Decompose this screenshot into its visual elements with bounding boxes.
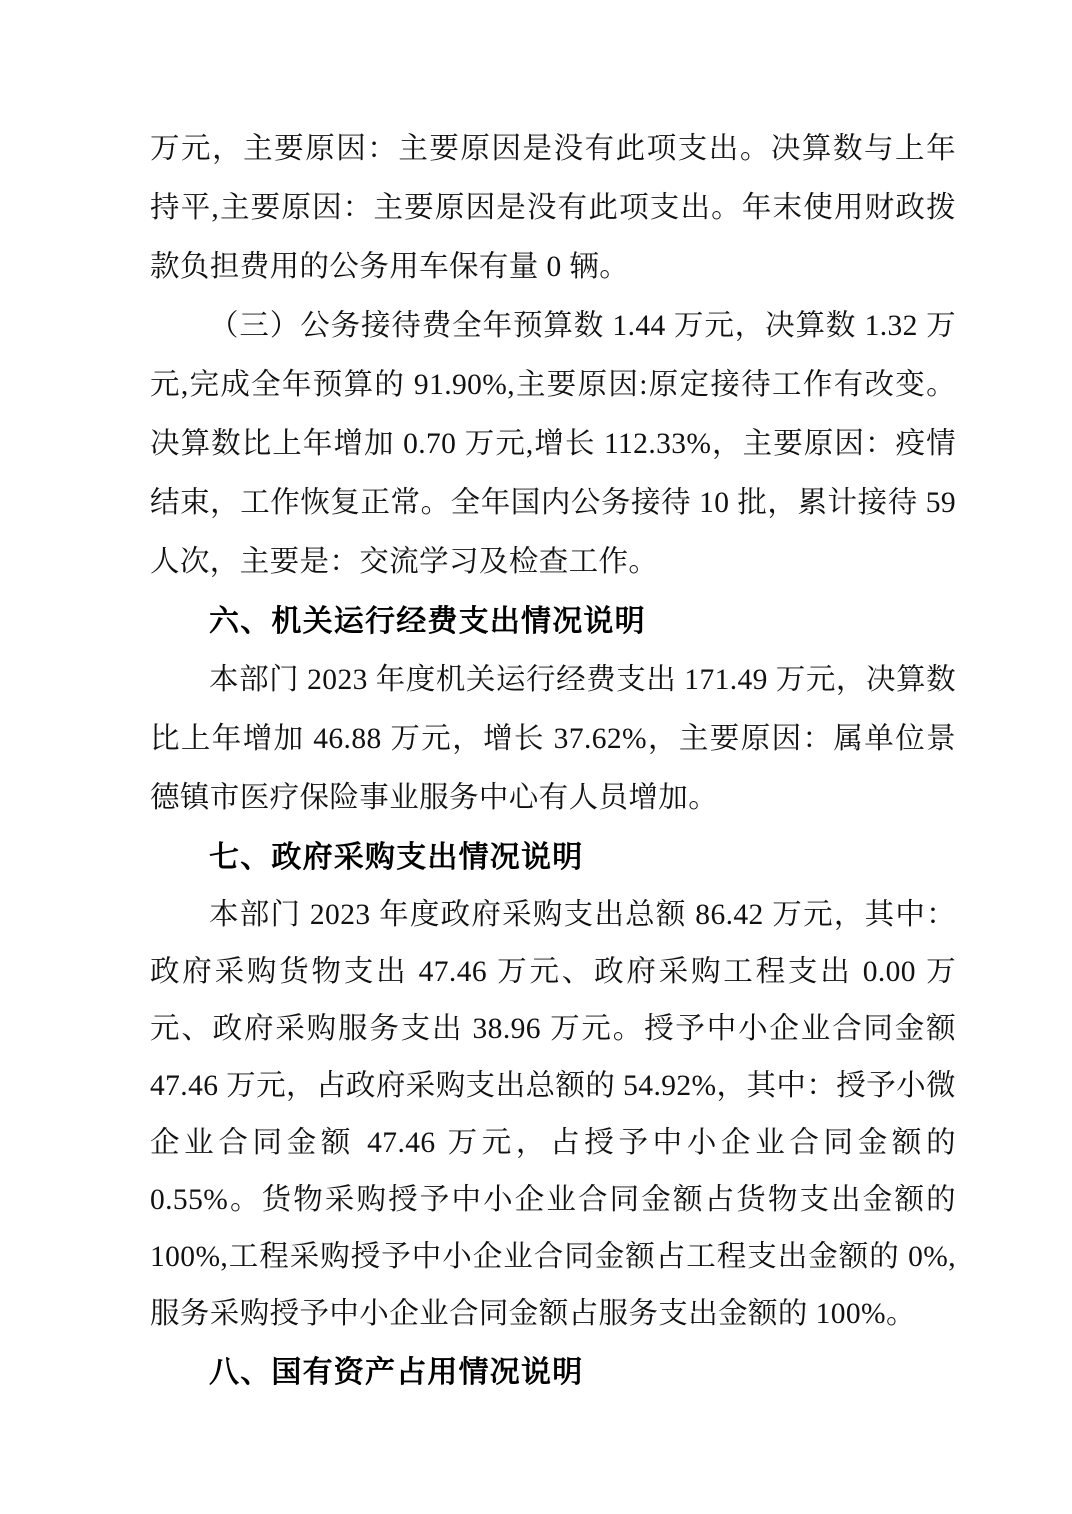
paragraph-agency-operating-expenses: 本部门 2023 年度机关运行经费支出 171.49 万元，决算数比上年增加 46.88 万元，增长 37.62%，主要原因：属单位景德镇市医疗保险事业服务中心有人员增加。 (150, 664, 956, 814)
paragraph-official-reception-expenses: （三）公务接待费全年预算数 1.44 万元，决算数 1.32 万元,完成全年预算的 91.90%,主要原因:原定接待工作有改变。决算数比上年增加 0.70 万元,增长 112.33%，主要原因：疫情结束，工作恢复正常。全年国内公务接待 10 批，累计接待 59 人次，主要是：交流学习及检查工作。 (150, 310, 956, 578)
paragraph-government-procurement: 本部门 2023 年度政府采购支出总额 86.42 万元，其中：政府采购货物支出 47.46 万元、政府采购工程支出 0.00 万元、政府采购服务支出 38.96 万元。授予中小企业合同金额 47.46 万元，占政府采购支出总额的 54.92%，其中：授予小微企业合同金额 47.46 万元，占授予中小企业合同金额的 0.55%。货物采购授予中小企业合同金额占货物支出金额的 100%,工程采购授予中小企业合同金额占工程支出金额的 0%,服务采购授予中小企业合同金额占服务支出金额的 100%。 (150, 899, 956, 1330)
paragraph-continuation: 万元，主要原因：主要原因是没有此项支出。决算数与上年持平,主要原因：主要原因是没有此项支出。年末使用财政拨款负担费用的公务用车保有量 0 辆。 (150, 133, 956, 283)
document-body (150, 120, 956, 1402)
heading-section-six: 六、机关运行经费支出情况说明 (209, 605, 646, 638)
heading-section-eight: 八、国有资产占用情况说明 (209, 1356, 584, 1389)
heading-section-seven: 七、政府采购支出情况说明 (209, 841, 584, 874)
